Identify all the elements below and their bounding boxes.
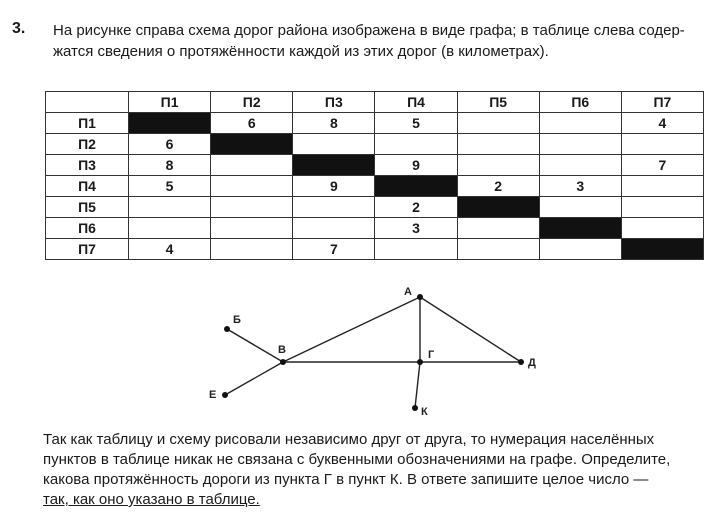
question-paragraph bbox=[43, 430, 713, 510]
vertex-label-g: Г bbox=[428, 349, 435, 361]
table-cell: 4 bbox=[129, 239, 211, 260]
row-header: П6 bbox=[46, 218, 129, 239]
vertex-label-a: А bbox=[404, 286, 412, 298]
edge-a-d bbox=[420, 297, 521, 362]
column-header: П4 bbox=[375, 92, 457, 113]
vertex-k bbox=[412, 405, 418, 411]
row-header: П5 bbox=[46, 197, 129, 218]
table-cell: 8 bbox=[293, 113, 375, 134]
vertex-label-k: К bbox=[421, 406, 428, 418]
vertex-e bbox=[222, 392, 228, 398]
table-cell: 7 bbox=[293, 239, 375, 260]
row-header: П3 bbox=[46, 155, 129, 176]
intro-line: На рисунке справа схема дорог района изображена в виде графа; в таблице слева содер- bbox=[53, 22, 685, 39]
question-line: пунктов в таблице никак не связана с буквенными обозначениями на графе. Определите, bbox=[43, 451, 671, 468]
table-cell: 6 bbox=[129, 134, 211, 155]
table-cell: 2 bbox=[375, 197, 457, 218]
column-header: П3 bbox=[293, 92, 375, 113]
question-line: так, как оно указано в таблице. bbox=[43, 491, 260, 508]
table-cell: 6 bbox=[211, 113, 293, 134]
vertex-label-v: В bbox=[278, 344, 286, 356]
table-cell: 3 bbox=[375, 218, 457, 239]
question-line: Так как таблицу и схему рисовали независимо друг от друга, то нумерация населённых bbox=[43, 431, 655, 448]
vertex-label-e: Е bbox=[209, 389, 217, 401]
edge-v-b bbox=[227, 329, 283, 362]
vertex-d bbox=[518, 359, 524, 365]
row-header: П7 bbox=[46, 239, 129, 260]
edge-v-e bbox=[225, 362, 283, 395]
intro-line: жатся сведения о протяжённости каждой из этих дорог (в километрах). bbox=[53, 43, 549, 60]
row-header: П1 bbox=[46, 113, 129, 134]
column-header: П2 bbox=[211, 92, 293, 113]
edge-g-k bbox=[415, 362, 420, 408]
vertex-b bbox=[224, 326, 230, 332]
column-header: П1 bbox=[129, 92, 211, 113]
column-header: П7 bbox=[621, 92, 703, 113]
table-cell: 9 bbox=[293, 176, 375, 197]
table-cell: 8 bbox=[129, 155, 211, 176]
vertex-label-d: Д bbox=[528, 357, 536, 369]
vertex-v bbox=[280, 359, 286, 365]
table-cell: 7 bbox=[621, 155, 703, 176]
table-cell: 5 bbox=[375, 113, 457, 134]
table-cell: 2 bbox=[457, 176, 539, 197]
edge-a-v bbox=[283, 297, 420, 362]
table-cell: 5 bbox=[129, 176, 211, 197]
table-cell: 4 bbox=[621, 113, 703, 134]
question-line: какова протяжённость дороги из пункта Г в пункт К. В ответе запишите целое число — bbox=[43, 471, 649, 488]
table-cell: 9 bbox=[375, 155, 457, 176]
column-header: П5 bbox=[457, 92, 539, 113]
table-cell: 3 bbox=[539, 176, 621, 197]
column-header: П6 bbox=[539, 92, 621, 113]
row-header: П2 bbox=[46, 134, 129, 155]
vertex-g bbox=[417, 359, 423, 365]
vertex-a bbox=[417, 294, 423, 300]
vertex-label-b: Б bbox=[233, 314, 241, 326]
task-number: 3. bbox=[12, 20, 26, 37]
row-header: П4 bbox=[46, 176, 129, 197]
